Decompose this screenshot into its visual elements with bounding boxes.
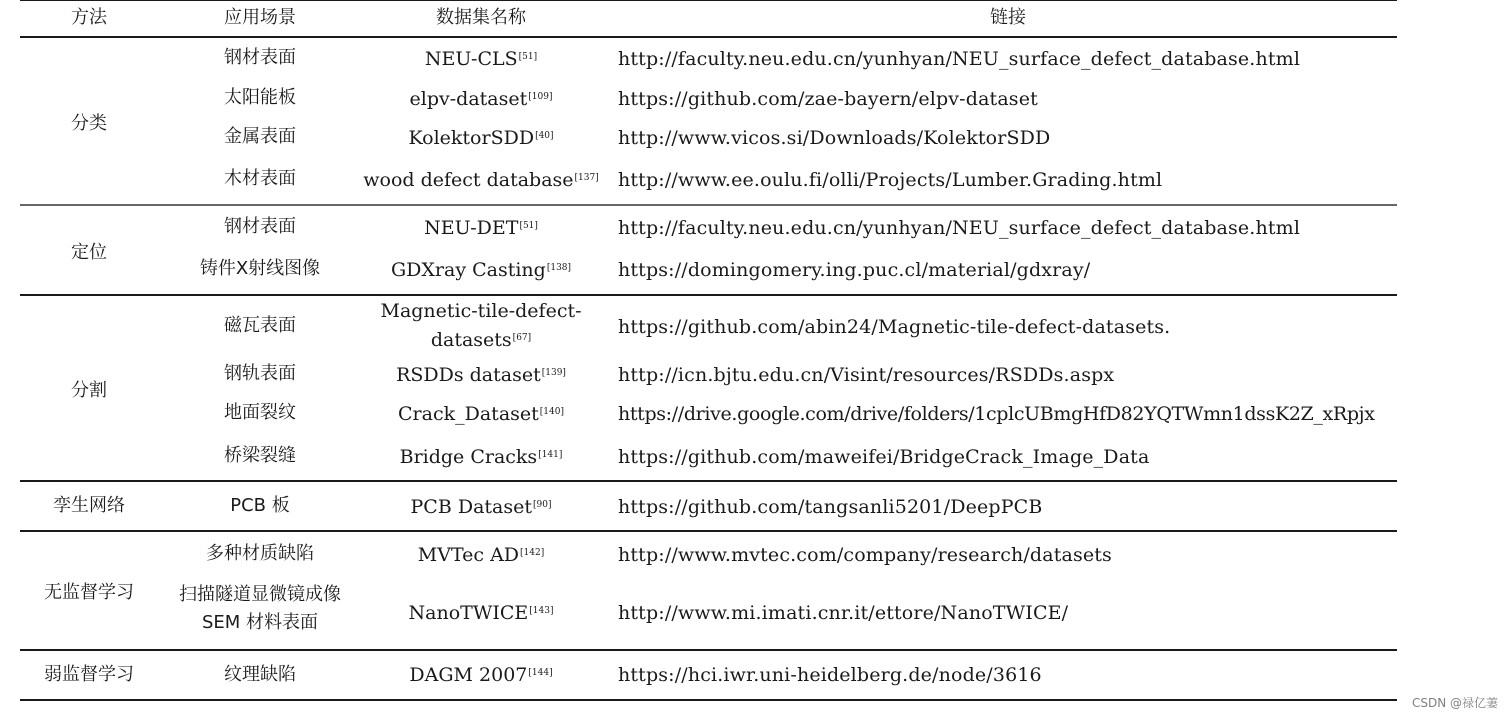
dataset-cell: DAGM 2007[144]: [409, 664, 553, 686]
link-cell[interactable]: https://domingomery.ing.puc.cl/material/gdxray/: [618, 259, 1091, 281]
header-rule: [20, 36, 1397, 38]
dataset-cell: Magnetic-tile-defect-: [380, 300, 582, 322]
group-rule: [20, 294, 1397, 296]
scene-cell: 铸件X射线图像: [199, 258, 321, 279]
watermark-text: CSDN @禄亿萋: [1411, 696, 1498, 710]
scene-cell: 钢轨表面: [224, 363, 296, 384]
group-rule: [20, 204, 1397, 206]
group-rule: [20, 480, 1397, 482]
link-cell[interactable]: http://www.vicos.si/Downloads/KolektorSDD: [618, 127, 1051, 149]
link-cell[interactable]: http://icn.bjtu.edu.cn/Visint/resources/RSDDs.aspx: [618, 364, 1115, 386]
method-cell: 孪生网络: [53, 495, 125, 516]
scene-cell-line2: SEM 材料表面: [201, 612, 319, 633]
dataset-cell: Bridge Cracks[141]: [399, 446, 563, 468]
dataset-cell: wood defect database[137]: [363, 169, 599, 191]
dataset-cell: NEU-DET[51]: [424, 217, 538, 239]
table-bottom-rule: [20, 699, 1397, 701]
link-cell[interactable]: https://drive.google.com/drive/folders/1cplcUBmgHfD82YQTWmn1dssK2Z_xRpjx: [618, 403, 1375, 425]
scene-cell: 纹理缺陷: [224, 664, 296, 685]
link-cell[interactable]: http://faculty.neu.edu.cn/yunhyan/NEU_surface_defect_database.html: [618, 48, 1301, 70]
dataset-cell-line2: datasets[67]: [430, 329, 532, 351]
scene-cell: 钢材表面: [224, 216, 296, 237]
header-scene: 应用场景: [224, 7, 296, 28]
group-rule: [20, 530, 1397, 532]
scene-cell: PCB 板: [230, 495, 290, 516]
method-cell: 弱监督学习: [44, 664, 134, 685]
link-cell[interactable]: http://www.ee.oulu.fi/olli/Projects/Lumber.Grading.html: [618, 169, 1163, 191]
link-cell[interactable]: https://github.com/maweifei/BridgeCrack_Image_Data: [618, 446, 1150, 468]
method-cell: 分割: [71, 380, 107, 401]
dataset-cell: NEU-CLS[51]: [424, 48, 538, 70]
scene-cell: 地面裂纹: [224, 402, 296, 423]
dataset-cell: RSDDs dataset[139]: [396, 364, 566, 386]
link-cell[interactable]: https://github.com/abin24/Magnetic-tile-defect-datasets.: [618, 316, 1171, 338]
group-rule: [20, 649, 1397, 651]
scene-cell: 钢材表面: [224, 47, 296, 68]
header-method: 方法: [71, 7, 107, 28]
scene-cell: 扫描隧道显微镜成像: [179, 584, 341, 605]
link-cell[interactable]: http://faculty.neu.edu.cn/yunhyan/NEU_surface_defect_database.html: [618, 217, 1301, 239]
scene-cell: 木材表面: [224, 168, 296, 189]
scene-cell: 多种材质缺陷: [206, 543, 314, 564]
dataset-cell: KolektorSDD[40]: [408, 127, 554, 149]
scene-cell: 金属表面: [224, 126, 296, 147]
link-cell[interactable]: http://www.mi.imati.cnr.it/ettore/NanoTWICE/: [618, 602, 1069, 624]
table-top-rule: [20, 0, 1397, 1]
link-cell[interactable]: http://www.mvtec.com/company/research/datasets: [618, 544, 1112, 566]
dataset-cell: elpv-dataset[109]: [409, 88, 553, 110]
link-cell[interactable]: https://github.com/zae-bayern/elpv-dataset: [618, 88, 1038, 110]
dataset-cell: GDXray Casting[138]: [390, 259, 572, 281]
dataset-cell: PCB Dataset[90]: [410, 496, 552, 518]
dataset-cell: MVTec AD[142]: [417, 544, 545, 566]
scene-cell: 桥梁裂缝: [224, 445, 296, 466]
header-dataset: 数据集名称: [436, 7, 526, 28]
link-cell[interactable]: https://hci.iwr.uni-heidelberg.de/node/3616: [618, 664, 1042, 686]
method-cell: 定位: [71, 242, 107, 263]
scene-cell: 太阳能板: [224, 87, 296, 108]
method-cell: 分类: [71, 113, 107, 134]
method-cell: 无监督学习: [44, 582, 134, 603]
scene-cell: 磁瓦表面: [224, 315, 296, 336]
link-cell[interactable]: https://github.com/tangsanli5201/DeepPCB: [618, 496, 1043, 518]
dataset-cell: NanoTWICE[143]: [408, 602, 554, 624]
dataset-cell: Crack_Dataset[140]: [398, 403, 564, 425]
header-link: 链接: [990, 7, 1026, 28]
